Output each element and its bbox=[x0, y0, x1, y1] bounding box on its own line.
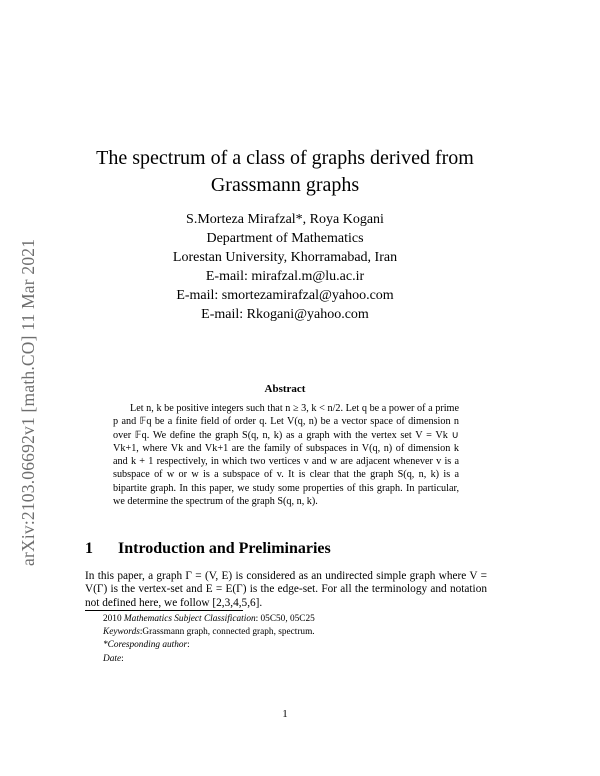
section-number: 1 bbox=[85, 540, 93, 557]
footnote-corresponding bbox=[103, 639, 315, 652]
author-block bbox=[100, 210, 470, 324]
msc-value: : 05C50, 05C25 bbox=[255, 614, 315, 624]
footnote-msc bbox=[103, 613, 315, 626]
author-email-1: E-mail: mirafzal.m@lu.ac.ir bbox=[205, 269, 365, 284]
footnote-keywords bbox=[103, 626, 315, 639]
author-affiliation: Lorestan University, Khorramabad, Iran bbox=[172, 250, 398, 265]
date-value: : bbox=[121, 653, 124, 664]
arxiv-identifier-stamp[interactable]: arXiv:2103.06692v1 [math.CO] 11 Mar 2021 bbox=[18, 238, 38, 566]
abstract-body bbox=[113, 402, 459, 508]
keywords-label: Keywords bbox=[103, 627, 140, 638]
title-line-2: Grassmann graphs bbox=[210, 174, 360, 196]
author-department: Department of Mathematics bbox=[206, 231, 364, 246]
footnote-divider bbox=[85, 610, 243, 611]
keywords-value: :Grassmann graph, connected graph, spectrum. bbox=[139, 627, 315, 638]
msc-prefix: 2010 bbox=[103, 614, 124, 624]
corresponding-label: *Coresponding author bbox=[103, 640, 188, 651]
title-line-1: The spectrum of a class of graphs derived from bbox=[96, 147, 474, 169]
author-names: S.Morteza Mirafzal*, Roya Kogani bbox=[186, 212, 384, 227]
abstract-text: Let n, k be positive integers such that n ≥ 3, k < n/2. Let q be a power of a prime p and 𝔽q be a finite field of order q. Let V(q, n) be a vector space of dimension n over 𝔽q. We define the graph S(q, n, k) as a graph with the vertex set V = Vk ∪ Vk+1, where Vk and Vk+1 are the family of subspaces in V(q, n) of dimension k and k + 1 respectively, in which two vertices v and w are adjacent whenever v is a subspace of w or w is a subspace of v. It is clear that the graph S(q, n, k) is a bipartite graph. In this paper, we study some properties of this graph. In particular, we determine the spectrum of the graph S(q, n, k). bbox=[113, 403, 459, 508]
msc-label: Mathematics Subject Classification bbox=[123, 614, 256, 624]
author-email-2: E-mail: smortezamirafzal@yahoo.com bbox=[176, 288, 394, 303]
footnote-date bbox=[103, 653, 315, 666]
date-label: Date bbox=[103, 653, 122, 664]
footnotes bbox=[103, 613, 315, 666]
section-heading bbox=[85, 540, 331, 558]
paper-title bbox=[60, 145, 510, 199]
section-body bbox=[85, 570, 487, 610]
corresponding-value: : bbox=[187, 640, 190, 651]
body-paragraph: In this paper, a graph Γ = (V, E) is considered as an undirected simple graph where V = V(Γ) is the vertex-set and E = E(Γ) is the edge-set. For all the terminology and notation not defined here, we follow [2,3,4,5,6]. bbox=[85, 570, 487, 609]
author-email-3: E-mail: Rkogani@yahoo.com bbox=[201, 307, 369, 322]
abstract-heading: Abstract bbox=[264, 383, 306, 395]
page-number: 1 bbox=[282, 708, 288, 720]
section-title: Introduction and Preliminaries bbox=[118, 540, 331, 557]
